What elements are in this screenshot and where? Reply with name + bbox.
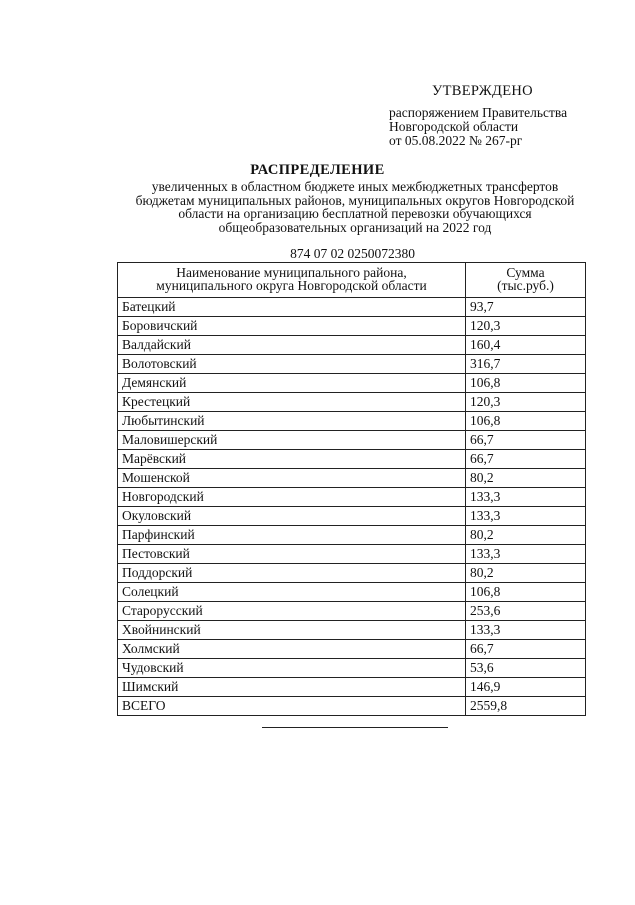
sum-cell: 120,3 — [466, 393, 586, 412]
distribution-table — [117, 262, 586, 716]
district-name-cell: Крестецкий — [118, 393, 466, 412]
approval-line-3: от 05.08.2022 № 267-рг — [389, 133, 523, 148]
sum-cell: 160,4 — [466, 336, 586, 355]
sum-cell: 66,7 — [466, 640, 586, 659]
subtitle-line-2: бюджетам муниципальных районов, муниципальных округов Новгородской — [135, 192, 575, 208]
table-row — [118, 336, 586, 355]
approval-stamp — [389, 84, 619, 148]
end-of-document-line — [262, 727, 448, 728]
table-row — [118, 355, 586, 374]
district-name-cell: Валдайский — [118, 336, 466, 355]
document-subtitle — [90, 180, 620, 234]
district-name-cell: Поддорский — [118, 564, 466, 583]
table-row — [118, 469, 586, 488]
table-row — [118, 564, 586, 583]
table-row — [118, 488, 586, 507]
district-name-cell: Батецкий — [118, 298, 466, 317]
approval-title: УТВЕРЖДЕНО — [432, 83, 533, 99]
district-name-cell: Маловишерский — [118, 431, 466, 450]
sum-cell: 93,7 — [466, 298, 586, 317]
table-row — [118, 298, 586, 317]
sum-cell: 106,8 — [466, 374, 586, 393]
sum-cell: 80,2 — [466, 564, 586, 583]
subtitle-line-1: увеличенных в областном бюджете иных межбюджетных трансфертов — [151, 179, 559, 194]
district-name-cell: Пестовский — [118, 545, 466, 564]
table-row — [118, 526, 586, 545]
table-row — [118, 621, 586, 640]
table-row — [118, 697, 586, 716]
table-row — [118, 317, 586, 336]
document-title: РАСПРЕДЕЛЕНИЕ — [250, 162, 385, 178]
sum-cell: 133,3 — [466, 507, 586, 526]
subtitle-line-4: общеобразовательных организаций на 2022 год — [218, 219, 492, 235]
district-name-cell: Окуловский — [118, 507, 466, 526]
sum-cell: 316,7 — [466, 355, 586, 374]
sum-cell: 80,2 — [466, 469, 586, 488]
district-name-cell: Любытинский — [118, 412, 466, 431]
table-row — [118, 602, 586, 621]
budget-classification-code: 874 07 02 0250072380 — [290, 246, 415, 261]
district-name-cell: Демянский — [118, 374, 466, 393]
district-name-cell: ВСЕГО — [118, 697, 466, 716]
sum-cell: 253,6 — [466, 602, 586, 621]
district-name-cell: Старорусский — [118, 602, 466, 621]
table-row — [118, 412, 586, 431]
district-name-cell: Солецкий — [118, 583, 466, 602]
table-row — [118, 640, 586, 659]
sum-cell: 106,8 — [466, 412, 586, 431]
header-name-line-2: муниципального округа Новгородской области — [156, 278, 427, 293]
sum-cell: 120,3 — [466, 317, 586, 336]
header-sum-line-1: Сумма — [506, 265, 545, 280]
header-name-line-1: Наименование муниципального района, — [176, 265, 407, 280]
subtitle-line-3: области на организацию бесплатной перевозки обучающихся — [178, 206, 532, 221]
district-name-cell: Марёвский — [118, 450, 466, 469]
sum-cell: 2559,8 — [466, 697, 586, 716]
approval-line-2: Новгородской области — [389, 119, 519, 134]
sum-cell: 133,3 — [466, 621, 586, 640]
district-name-cell: Мошенской — [118, 469, 466, 488]
district-name-cell: Новгородский — [118, 488, 466, 507]
table-body — [118, 298, 586, 716]
sum-cell: 53,6 — [466, 659, 586, 678]
table-row — [118, 659, 586, 678]
table-row — [118, 431, 586, 450]
district-name-cell: Хвойнинский — [118, 621, 466, 640]
table-row — [118, 583, 586, 602]
table-row — [118, 374, 586, 393]
sum-cell: 133,3 — [466, 545, 586, 564]
table-row — [118, 393, 586, 412]
approval-line-1: распоряжением Правительства — [389, 105, 568, 120]
table-row — [118, 678, 586, 697]
sum-cell: 146,9 — [466, 678, 586, 697]
district-name-cell: Чудовский — [118, 659, 466, 678]
district-name-cell: Боровичский — [118, 317, 466, 336]
table-row — [118, 507, 586, 526]
district-name-cell: Парфинский — [118, 526, 466, 545]
district-name-cell: Волотовский — [118, 355, 466, 374]
sum-cell: 106,8 — [466, 583, 586, 602]
table-row — [118, 450, 586, 469]
district-name-cell: Шимский — [118, 678, 466, 697]
sum-cell: 133,3 — [466, 488, 586, 507]
sum-cell: 66,7 — [466, 450, 586, 469]
header-district-name — [118, 263, 466, 298]
table-row — [118, 545, 586, 564]
sum-cell: 80,2 — [466, 526, 586, 545]
district-name-cell: Холмский — [118, 640, 466, 659]
table-header-row — [118, 263, 586, 298]
sum-cell: 66,7 — [466, 431, 586, 450]
header-sum — [466, 263, 586, 298]
header-sum-line-2: (тыс.руб.) — [497, 278, 554, 293]
